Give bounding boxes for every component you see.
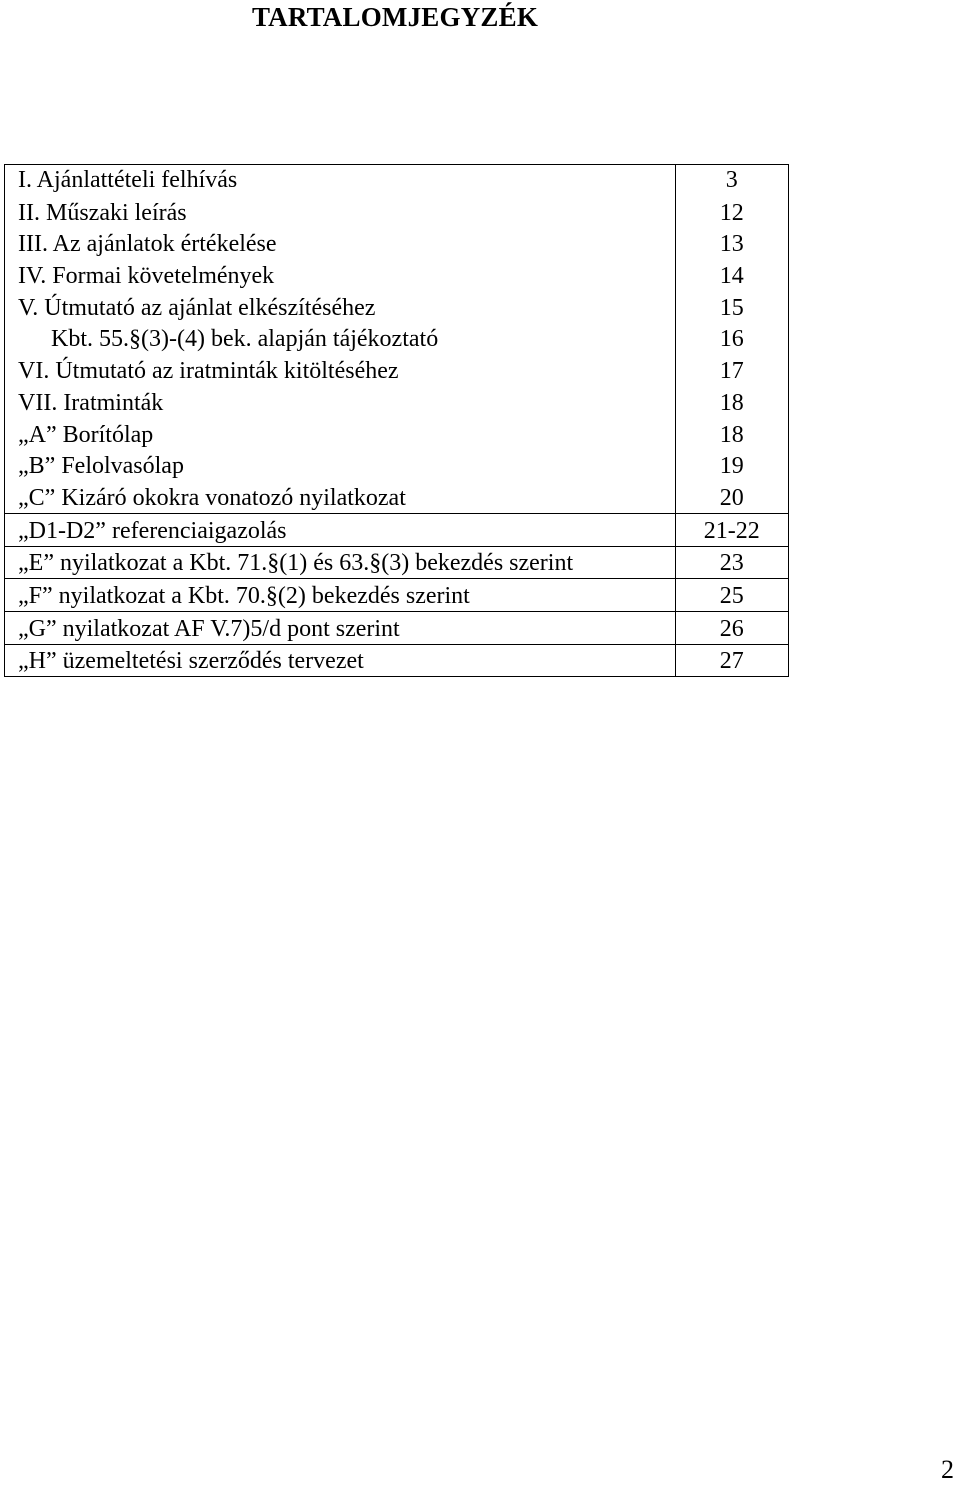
toc-entry-page: 27: [675, 644, 788, 677]
toc-row: [5, 481, 789, 513]
toc-row: [5, 546, 789, 579]
toc-entry-page: 14: [675, 259, 788, 291]
toc-entry-label: „F” nyilatkozat a Kbt. 70.§(2) bekezdés szerint: [5, 579, 676, 612]
toc-row: [5, 228, 789, 260]
toc-entry-label: VI. Útmutató az iratminták kitöltéséhez: [5, 354, 676, 386]
toc-row: [5, 196, 789, 228]
toc-row: [5, 323, 789, 355]
toc-entry-label: III. Az ajánlatok értékelése: [5, 228, 676, 260]
toc-entry-label: „H” üzemeltetési szerződés tervezet: [5, 644, 676, 677]
toc-entry-page: 26: [675, 611, 788, 644]
toc-entry-label: IV. Formai követelmények: [5, 259, 676, 291]
page-number: 2: [941, 1455, 954, 1484]
toc-entry-label: „E” nyilatkozat a Kbt. 71.§(1) és 63.§(3) bekezdés szerint: [5, 546, 676, 579]
toc-entry-page: 20: [675, 481, 788, 513]
toc-row: [5, 354, 789, 386]
toc-body: [5, 165, 789, 677]
toc-entry-label: V. Útmutató az ajánlat elkészítéséhez: [5, 291, 676, 323]
toc-entry-page: 19: [675, 450, 788, 482]
toc-row: [5, 513, 789, 546]
toc-entry-label: „A” Borítólap: [5, 418, 676, 450]
toc-entry-label: I. Ajánlattételi felhívás: [5, 165, 676, 197]
toc-row: [5, 291, 789, 323]
toc-entry-page: 17: [675, 354, 788, 386]
toc-entry-page: 13: [675, 228, 788, 260]
toc-row: [5, 386, 789, 418]
toc-row: [5, 165, 789, 197]
table-of-contents: [4, 164, 789, 677]
toc-entry-label: „B” Felolvasólap: [5, 450, 676, 482]
toc-row: [5, 611, 789, 644]
toc-row: [5, 579, 789, 612]
toc-entry-label: „D1-D2” referenciaigazolás: [5, 513, 676, 546]
toc-entry-label: Kbt. 55.§(3)-(4) bek. alapján tájékoztató: [5, 323, 676, 355]
toc-entry-label: „C” Kizáró okokra vonatozó nyilatkozat: [5, 481, 676, 513]
toc-entry-page: 16: [675, 323, 788, 355]
toc-row: [5, 418, 789, 450]
toc-entry-page: 23: [675, 546, 788, 579]
toc-entry-page: 21-22: [675, 513, 788, 546]
toc-entry-page: 12: [675, 196, 788, 228]
document-title: TARTALOMJEGYZÉK: [251, 2, 539, 32]
toc-row: [5, 259, 789, 291]
toc-entry-page: 25: [675, 579, 788, 612]
toc-entry-page: 18: [675, 386, 788, 418]
toc-row: [5, 450, 789, 482]
toc-entry-page: 15: [675, 291, 788, 323]
toc-entry-label: „G” nyilatkozat AF V.7)5/d pont szerint: [5, 611, 676, 644]
toc-entry-page: 18: [675, 418, 788, 450]
toc-entry-label: II. Műszaki leírás: [5, 196, 676, 228]
toc-entry-label: VII. Iratminták: [5, 386, 676, 418]
toc-entry-page: 3: [675, 165, 788, 197]
toc-row: [5, 644, 789, 677]
